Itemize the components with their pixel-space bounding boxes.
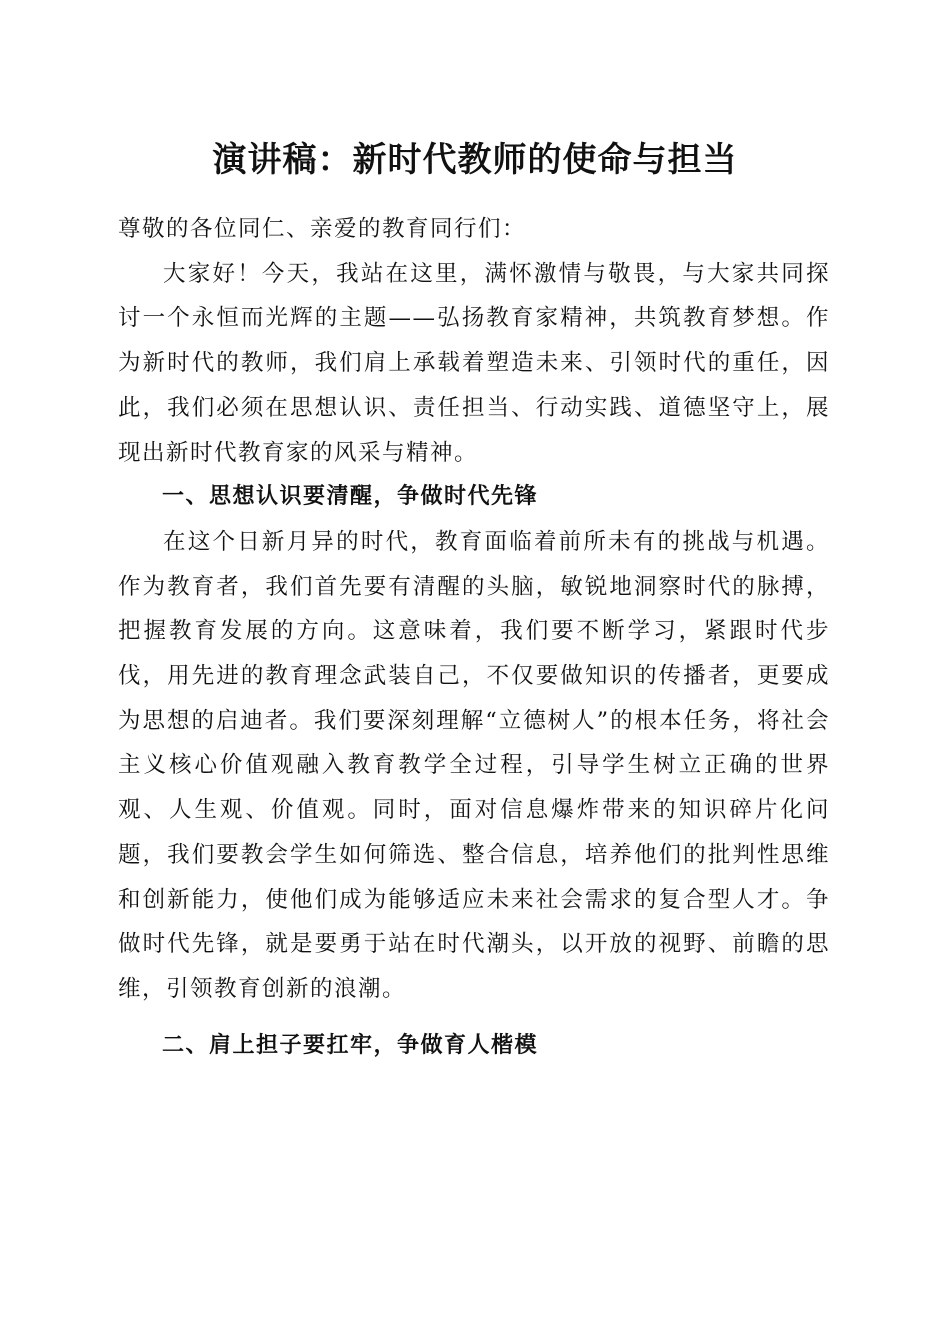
section-1-heading: 一、思想认识要清醒，争做时代先锋 bbox=[162, 484, 539, 510]
intro-paragraph: 大家好！今天，我站在这里，满怀激情与敬畏，与大家共同探讨一个永恒而光辉的主题——弘扬教育家精神，共筑教育梦想。作为新时代的教师，我们肩上承载着塑造未来、引领时代的重任，因此，我们必须在思想认识、责任担当、行动实践、道德坚守上，展现出新时代教育家的风采与精神。 bbox=[118, 260, 830, 466]
greeting-paragraph: 尊敬的各位同仁、亲爱的教育同行们： bbox=[118, 216, 527, 242]
section-2-heading: 二、肩上担子要扛牢，争做育人楷模 bbox=[162, 1032, 539, 1058]
document-body bbox=[118, 207, 830, 1068]
document-title: 演讲稿：新时代教师的使命与担当 bbox=[212, 140, 738, 180]
section-1-paragraph: 在这个日新月异的时代，教育面临着前所未有的挑战与机遇。作为教育者，我们首先要有清醒的头脑，敏锐地洞察时代的脉搏，把握教育发展的方向。这意味着，我们要不断学习，紧跟时代步伐，用先进的教育理念武装自己，不仅要做知识的传播者，更要成为思想的启迪者。我们要深刻理解“立德树人”的根本任务，将社会主义核心价值观融入教育教学全过程，引导学生树立正确的世界观、人生观、价值观。同时，面对信息爆炸带来的知识碎片化问题，我们要教会学生如何筛选、整合信息，培养他们的批判性思维和创新能力，使他们成为能够适应未来社会需求的复合型人才。争做时代先锋，就是要勇于站在时代潮头，以开放的视野、前瞻的思维，引领教育创新的浪潮。 bbox=[118, 528, 830, 1002]
